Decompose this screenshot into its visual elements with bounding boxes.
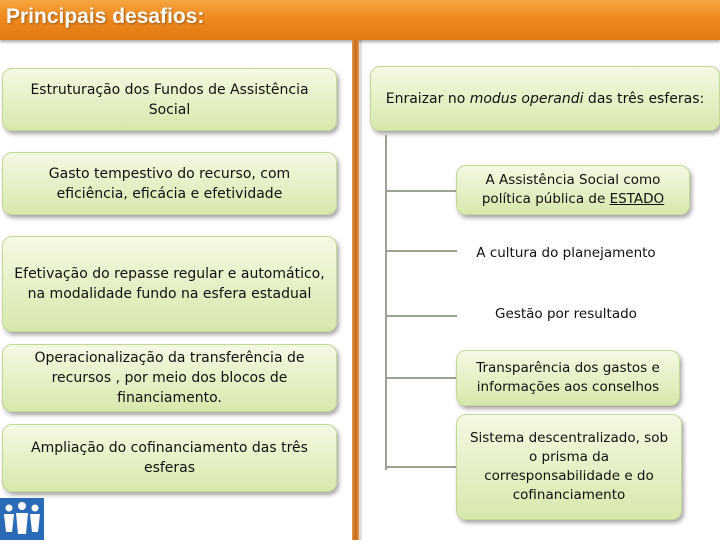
- connector-branch-4: [385, 377, 457, 379]
- right-item-5-text: Sistema descentralizado, sob o prisma da corresponsabilidade e do cofinanciamento: [469, 430, 669, 503]
- left-box-1: [2, 68, 337, 131]
- left-box-5-text: Ampliação do cofinanciamento das três esferas: [31, 440, 308, 476]
- connector-stem: [385, 135, 387, 470]
- left-box-1-text: Estruturação dos Fundos de Assistência Social: [30, 81, 309, 118]
- left-box-4-text: Operacionalização da transferência de recursos , por meio dos blocos de financiamento.: [34, 350, 305, 406]
- page-title: Principais desafios:: [6, 5, 205, 28]
- right-header-box: [370, 66, 720, 131]
- left-box-4: [2, 344, 337, 412]
- right-header-text: [386, 89, 704, 109]
- divider-shadow: [359, 40, 362, 540]
- right-item-4: [456, 350, 680, 406]
- left-box-3: [2, 236, 337, 332]
- right-header-suffix: das três esferas:: [583, 90, 705, 107]
- title-bar: [0, 0, 720, 40]
- right-item-1-prefix: A Assistência Social como política pública de: [481, 172, 661, 207]
- right-item-1-underlined: ESTADO: [609, 191, 665, 207]
- left-box-5: [2, 424, 337, 492]
- right-item-1: [456, 165, 690, 215]
- logo-icon: [0, 498, 44, 540]
- connector-branch-5: [385, 466, 457, 468]
- connector-branch-3: [385, 315, 457, 317]
- right-item-2: A cultura do planejamento: [476, 245, 656, 261]
- right-header-prefix: Enraizar no: [385, 90, 470, 107]
- right-item-1-text: [469, 171, 677, 209]
- right-item-3: Gestão por resultado: [495, 306, 637, 322]
- connector-branch-1: [385, 190, 457, 192]
- right-item-4-text: Transparência dos gastos e informações aos conselhos: [476, 360, 660, 395]
- left-box-2-text: Gasto tempestivo do recurso, com eficiência, eficácia e efetividade: [48, 165, 291, 202]
- left-box-3-text: Efetivação do repasse regular e automático, na modalidade fundo na esfera estadual: [14, 266, 325, 302]
- right-header-italic: modus operandi: [469, 90, 584, 107]
- connector-branch-2: [385, 250, 457, 252]
- left-box-2: [2, 152, 337, 215]
- divider-line: [352, 40, 359, 540]
- right-item-5: [456, 414, 682, 520]
- logo-figures-icon: [0, 498, 44, 540]
